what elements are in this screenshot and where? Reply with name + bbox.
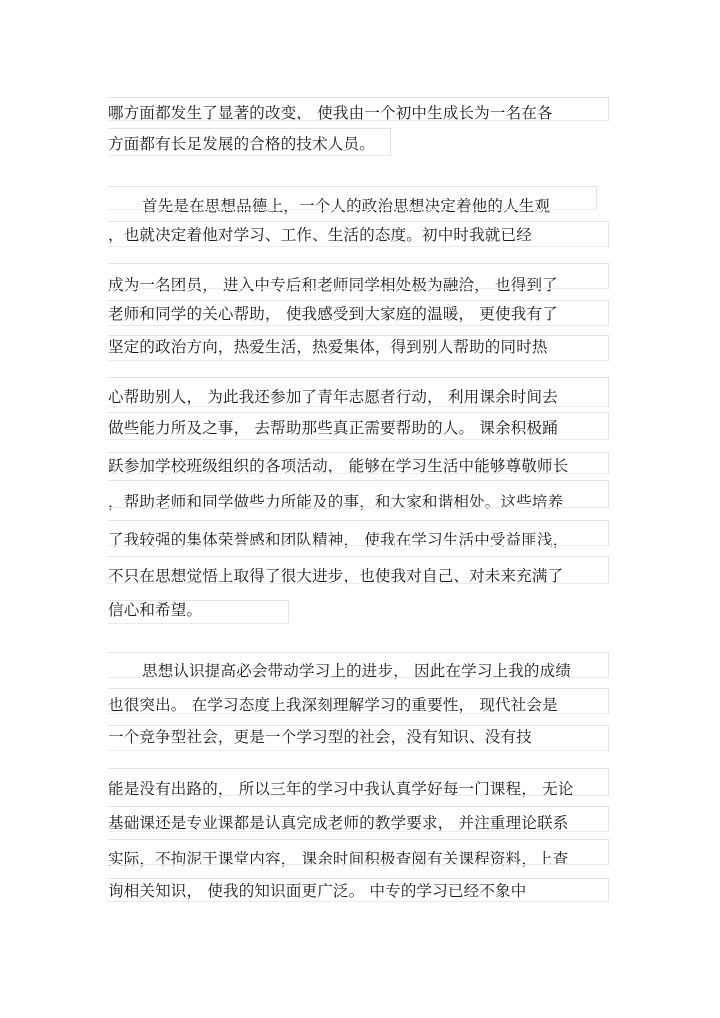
text-line-15-content: 思想认识提高必会带动学习上的进步， 因此在学习上我的成绩 (142, 662, 572, 680)
text-line-18: 能是没有出路的， 所以三年的学习中我认真学好每一门课程， 无论 (108, 780, 574, 798)
text-line-20: 实际，不拘泥于课堂内容， 课余时间积极查阅有关课程资料，上查 (108, 850, 569, 868)
text-line-3 (110, 193, 550, 219)
text-line-5: 成为一名团员， 进入中专后和老师同学相处极为融洽， 也得到了 (108, 276, 558, 294)
text-line-12: 了我较强的集体荣誉感和团队精神， 使我在学习生活中受益匪浅， (108, 531, 569, 549)
text-line-4: ，也就决定着他对学习、工作、生活的态度。初中时我就已经 (108, 226, 532, 244)
text-line-6: 老师和同学的关心帮助， 使我感受到大家庭的温暖， 更使我有了 (108, 305, 558, 323)
text-line-15 (110, 658, 571, 684)
text-line-2: 方面都有长足发展的合格的技术人员。 (108, 135, 375, 153)
text-line-8: 心帮助别人， 为此我还参加了青年志愿者行动， 利用课余时间去 (108, 388, 558, 406)
text-line-11: ，帮助老师和同学做些力所能及的事，和大家和谐相处。这些培养 (108, 493, 564, 511)
text-line-3-content: 首先是在思想品德上，一个人的政治思想决定着他的人生观 (142, 197, 551, 215)
text-line-10: 跃参加学校班级组织的各项活动， 能够在学习生活中能够尊敬师长 (108, 457, 569, 475)
text-line-13: 不只在思想觉悟上取得了很大进步，也使我对自己、对未来充满了 (108, 567, 564, 585)
text-line-21: 询相关知识， 使我的知识面更广泛。 中专的学习已经不象中 (108, 882, 527, 900)
text-line-7: 坚定的政治方向，热爱生活，热爱集体，得到别人帮助的同时热 (108, 338, 548, 356)
text-line-17: 一个竞争型社会，更是一个学习型的社会，没有知识、没有技 (108, 728, 532, 746)
text-line-16: 也很突出。 在学习态度上我深刻理解学习的重要性， 现代社会是 (108, 696, 558, 714)
text-line-9: 做些能力所及之事， 去帮助那些真正需要帮助的人。 课余积极踊 (108, 419, 558, 437)
text-line-14: 信心和希望。 (108, 601, 203, 619)
text-line-1: 哪方面都发生了显著的改变， 使我由一个初中生成长为一名在各 (108, 104, 553, 122)
text-line-19: 基础课还是专业课都是认真完成老师的教学要求， 并注重理论联系 (108, 814, 569, 832)
